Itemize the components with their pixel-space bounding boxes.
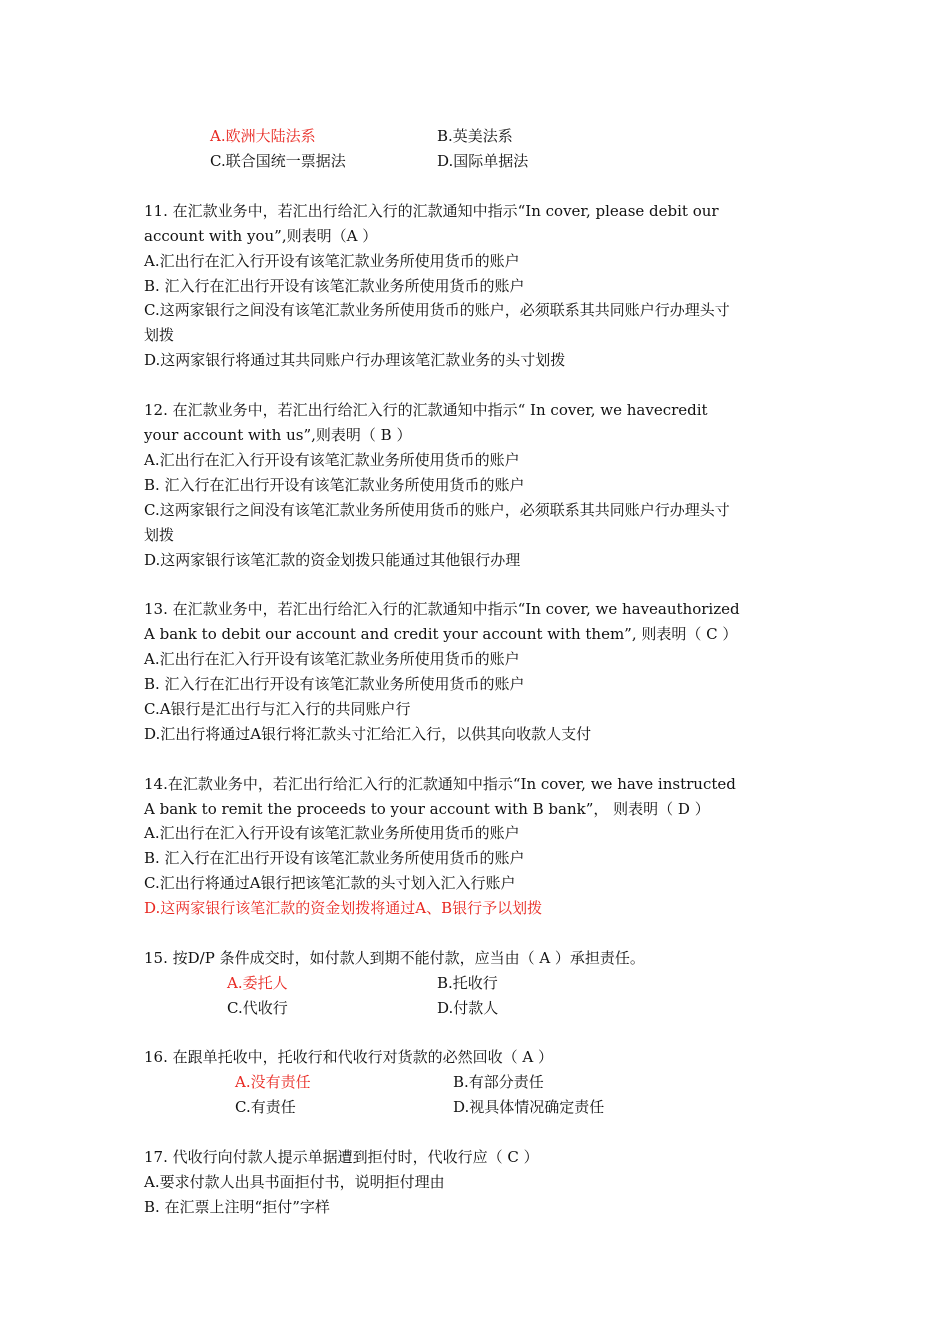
q12-option-a: A.汇出行在汇入行开设有该笔汇款业务所使用货币的账户 — [144, 451, 520, 469]
q14-option-b: B. 汇入行在汇出行开设有该笔汇款业务所使用货币的账户 — [144, 849, 525, 867]
q14-option-d-answer: D.这两家银行该笔汇款的资金划拨将通过A、B银行予以划拨 — [144, 899, 543, 917]
q17-option-b: B. 在汇票上注明“拒付”字样 — [144, 1198, 330, 1216]
q10-option-d: D.国际单据法 — [437, 152, 529, 170]
q11-option-d: D.这两家银行将通过其共同账户行办理该笔汇款业务的头寸划拨 — [144, 351, 566, 369]
q10-option-a: A.欧洲大陆法系 — [210, 127, 316, 145]
q12-option-c-line2: 划拨 — [144, 526, 175, 544]
q15-option-c: C.代收行 — [227, 999, 288, 1017]
q11-stem-line1: 11. 在汇款业务中，若汇出行给汇入行的汇款通知中指示“In cover, please debit our — [144, 202, 719, 220]
q13-option-c: C.A银行是汇出行与汇入行的共同账户行 — [144, 700, 411, 718]
q16-stem: 16. 在跟单托收中，托收行和代收行对货款的必然回收（ A ） — [144, 1048, 553, 1066]
q15-option-b: B.托收行 — [437, 974, 498, 992]
q16-option-b: B.有部分责任 — [453, 1073, 544, 1091]
q11-option-c-line1: C.这两家银行之间没有该笔汇款业务所使用货币的账户，必须联系其共同账户行办理头寸 — [144, 301, 730, 319]
q14-stem-line1: 14.在汇款业务中，若汇出行给汇入行的汇款通知中指示“In cover, we have instructed — [144, 775, 736, 793]
q17-stem: 17. 代收行向付款人提示单据遭到拒付时，代收行应（ C ） — [144, 1148, 539, 1166]
q13-stem-line1: 13. 在汇款业务中，若汇出行给汇入行的汇款通知中指示“In cover, we haveauthorized — [144, 600, 740, 618]
q13-stem-line2: A bank to debit our account and credit your account with them”, 则表明（ C ） — [144, 625, 738, 643]
q12-stem-line1: 12. 在汇款业务中，若汇出行给汇入行的汇款通知中指示“ In cover, we havecredit — [144, 401, 708, 419]
q11-option-a: A.汇出行在汇入行开设有该笔汇款业务所使用货币的账户 — [144, 252, 520, 270]
q12-option-d: D.这两家银行该笔汇款的资金划拨只能通过其他银行办理 — [144, 551, 521, 569]
q12-option-b: B. 汇入行在汇出行开设有该笔汇款业务所使用货币的账户 — [144, 476, 525, 494]
q12-stem-line2: your account with us”,则表明（ B ） — [144, 426, 412, 444]
q17-option-a: A.要求付款人出具书面拒付书，说明拒付理由 — [144, 1173, 445, 1191]
q10-option-b: B.英美法系 — [437, 127, 513, 145]
q16-option-c: C.有责任 — [235, 1098, 296, 1116]
q12-option-c-line1: C.这两家银行之间没有该笔汇款业务所使用货币的账户，必须联系其共同账户行办理头寸 — [144, 501, 730, 519]
q15-stem: 15. 按D/P 条件成交时，如付款人到期不能付款，应当由（ A ）承担责任。 — [144, 949, 645, 967]
q13-option-a: A.汇出行在汇入行开设有该笔汇款业务所使用货币的账户 — [144, 650, 520, 668]
q14-option-c: C.汇出行将通过A银行把该笔汇款的头寸划入汇入行账户 — [144, 874, 516, 892]
q13-option-d: D.汇出行将通过A银行将汇款头寸汇给汇入行，以供其向收款人支付 — [144, 725, 592, 743]
q14-option-a: A.汇出行在汇入行开设有该笔汇款业务所使用货币的账户 — [144, 824, 520, 842]
q13-option-b: B. 汇入行在汇出行开设有该笔汇款业务所使用货币的账户 — [144, 675, 525, 693]
q15-option-a: A.委托人 — [227, 974, 288, 992]
q16-option-a: A.没有责任 — [235, 1073, 311, 1091]
q15-option-d: D.付款人 — [437, 999, 499, 1017]
q11-stem-line2: account with you”,则表明（A ） — [144, 227, 378, 245]
q11-option-b: B. 汇入行在汇出行开设有该笔汇款业务所使用货币的账户 — [144, 277, 525, 295]
q16-option-d: D.视具体情况确定责任 — [453, 1098, 605, 1116]
q10-option-c: C.联合国统一票据法 — [210, 152, 346, 170]
q11-option-c-line2: 划拨 — [144, 326, 175, 344]
q14-stem-line2: A bank to remit the proceeds to your account with B bank”， 则表明（ D ） — [144, 800, 710, 818]
